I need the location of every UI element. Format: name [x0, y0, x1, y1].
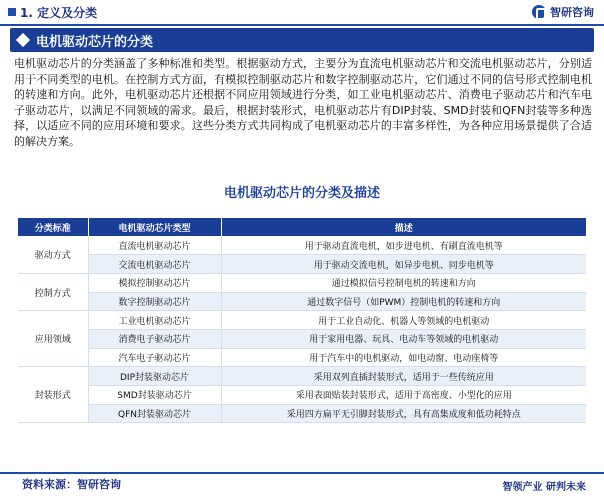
column-header: 分类标准	[18, 218, 88, 236]
table-row	[18, 367, 586, 386]
description-cell: 采用四方扁平无引脚封装形式，具有高集成度和低功耗特点	[221, 404, 586, 423]
brand-logo-icon	[532, 5, 546, 19]
chip-type-cell: DIP封装驱动芯片	[88, 367, 221, 386]
brand-name: 智研咨询	[550, 6, 594, 19]
diamond-icon	[16, 33, 30, 47]
footer-brand: 智领产业 研判未来	[502, 482, 586, 493]
chip-type-cell: 直流电机驱动芯片	[88, 236, 221, 255]
column-header: 电机驱动芯片类型	[88, 218, 221, 236]
section-banner	[10, 28, 594, 52]
top-header	[0, 0, 604, 24]
table-row	[18, 255, 586, 274]
chip-type-cell: SMD封装驱动芯片	[88, 386, 221, 405]
chip-type-cell: 消费电子驱动芯片	[88, 329, 221, 348]
chip-type-cell: 模拟控制驱动芯片	[88, 273, 221, 292]
category-cell: 控制方式	[18, 273, 88, 310]
chip-type-cell: 数字控制驱动芯片	[88, 292, 221, 311]
header-brand	[532, 4, 594, 20]
footer-source: 资料来源：智研咨询	[22, 478, 121, 491]
description-cell: 用于工业自动化、机器人等领域的电机驱动	[221, 311, 586, 330]
square-bullet-icon	[8, 8, 16, 16]
table-row	[18, 386, 586, 405]
table-header-row	[18, 218, 586, 236]
body-paragraph: 电机驱动芯片的分类涵盖了多种标准和类型。根据驱动方式，主要分为直流电机驱动芯片和交流电机驱动芯片，分别适用于不同类型的电机。在控制方式方面，有模拟控制驱动芯片和数字控制驱动芯片，它们通过不同的信号形式控制电机的转速和方向。此外，电机驱动芯片还根据不同应用领域进行分类，如工业电机驱动芯片、消费电子驱动芯片和汽车电子驱动芯片，以满足不同领域的需求。最后，根据封装形式，电机驱动芯片有DIP封装、SMD封装和QFN封装等多种选择，以适应不同的应用环境和要求。这些分类方式共同构成了电机驱动芯片的丰富多样性，为各种应用场景提供了合适的解决方案。	[14, 57, 592, 148]
category-cell: 封装形式	[18, 367, 88, 423]
header-divider	[0, 24, 604, 26]
section-title: 电机驱动芯片的分类	[36, 34, 154, 50]
description-cell: 用于驱动交流电机，如异步电机、同步电机等	[221, 255, 586, 274]
description-cell: 采用双列直插封装形式，适用于一些传统应用	[221, 367, 586, 386]
chip-type-cell: 交流电机驱动芯片	[88, 255, 221, 274]
table-row	[18, 273, 586, 292]
header-title: 1. 定义及分类	[20, 5, 98, 20]
table-body	[18, 236, 586, 423]
table-row	[18, 292, 586, 311]
category-cell: 驱动方式	[18, 236, 88, 273]
category-cell: 应用领域	[18, 311, 88, 367]
footer-divider	[0, 472, 604, 474]
description-cell: 通过数字信号（如PWM）控制电机的转速和方向	[221, 292, 586, 311]
chip-type-cell: 汽车电子驱动芯片	[88, 348, 221, 367]
table-row	[18, 404, 586, 423]
table-title: 电机驱动芯片的分类及描述	[223, 186, 380, 201]
description-cell: 采用表面贴装封装形式，适用于高密度、小型化的应用	[221, 386, 586, 405]
table-row	[18, 348, 586, 367]
table-row	[18, 329, 586, 348]
classification-table	[18, 218, 586, 423]
description-cell: 通过模拟信号控制电机的转速和方向	[221, 273, 586, 292]
description-cell: 用于驱动直流电机，如步进电机、有刷直流电机等	[221, 236, 586, 255]
column-header: 描述	[221, 218, 586, 236]
chip-type-cell: QFN封装驱动芯片	[88, 404, 221, 423]
description-cell: 用于汽车中的电机驱动，如电动窗、电动座椅等	[221, 348, 586, 367]
table-row	[18, 311, 586, 330]
chip-type-cell: 工业电机驱动芯片	[88, 311, 221, 330]
header-left	[8, 4, 97, 21]
description-cell: 用于家用电器、玩具、电动车等领域的电机驱动	[221, 329, 586, 348]
table-row	[18, 236, 586, 255]
